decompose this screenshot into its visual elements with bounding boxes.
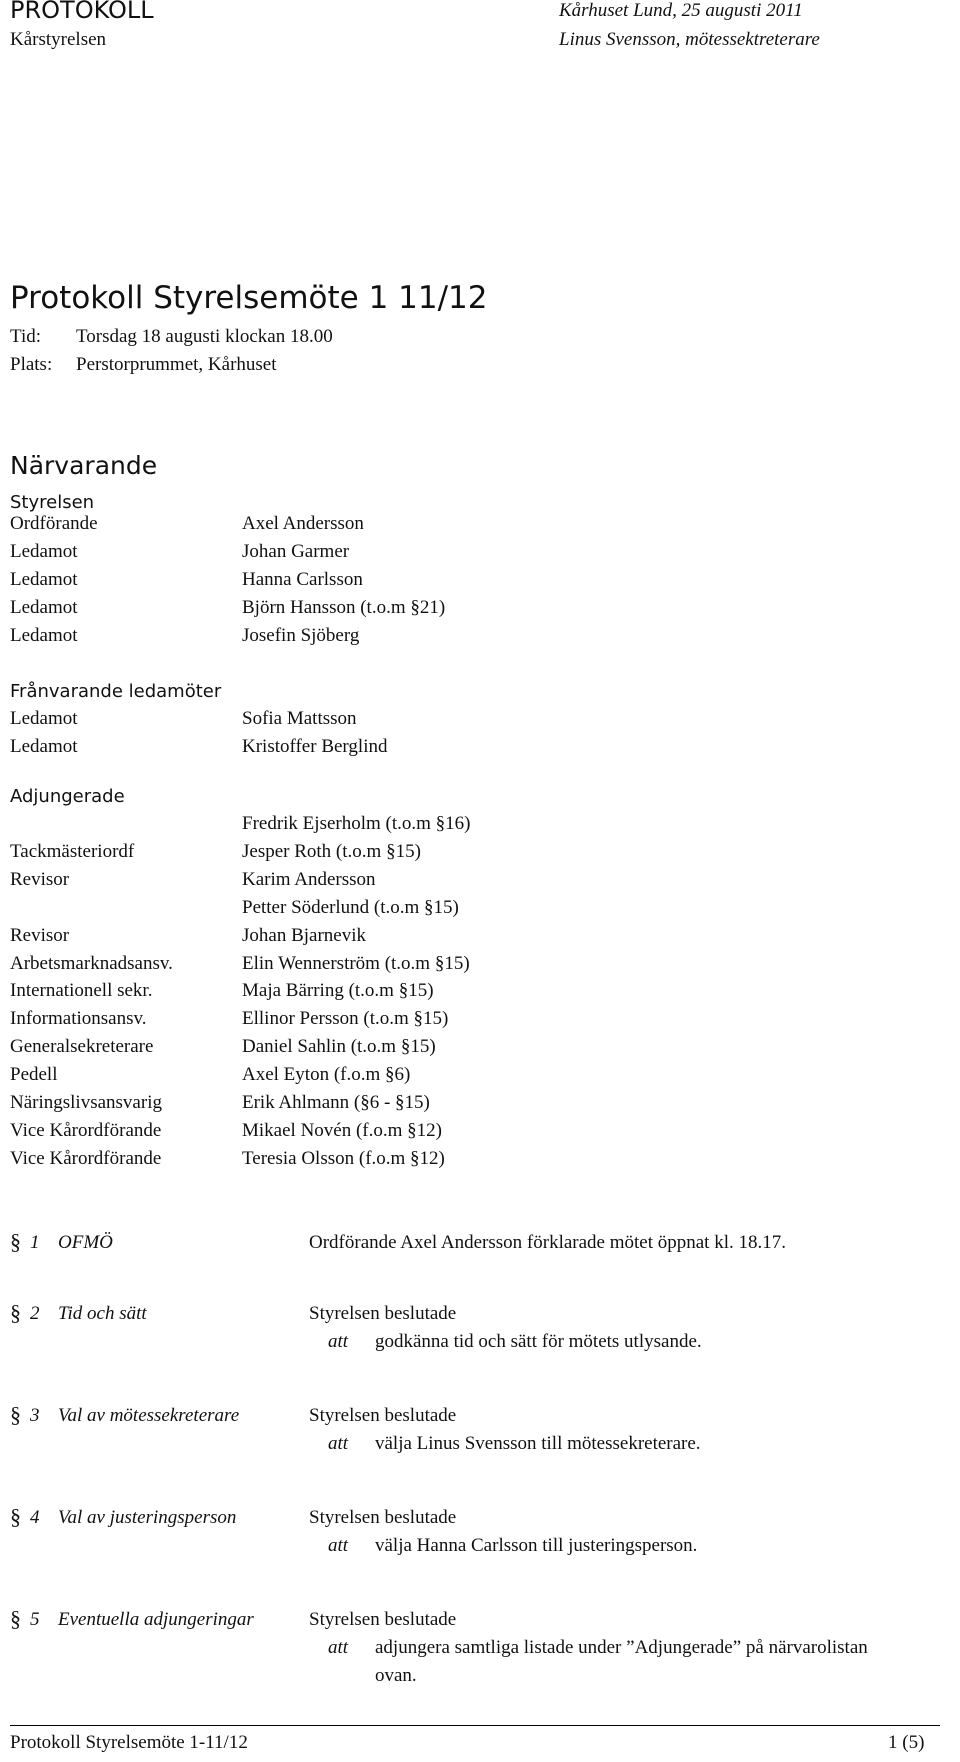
member-name: Axel Andersson <box>242 513 364 534</box>
footer-left: Protokoll Styrelsemöte 1-11/12 <box>10 1732 248 1753</box>
paragraph-sign: § <box>10 1229 21 1254</box>
member-role: Tackmästeriordf <box>10 840 135 862</box>
member-name: Kristoffer Berglind <box>242 736 388 757</box>
member-role: Näringslivsansvarig <box>10 1092 162 1113</box>
item-number: 4 <box>30 1507 40 1528</box>
member-role: Ledamot <box>10 736 78 757</box>
item-number: 1 <box>30 1232 40 1253</box>
member-name: Josefin Sjöberg <box>242 625 360 646</box>
member-name: Fredrik Ejserholm (t.o.m §16) <box>242 813 471 834</box>
member-name: Johan Bjarnevik <box>242 924 367 946</box>
item-title: Val av mötessekreterare <box>58 1405 240 1426</box>
member-name: Axel Eyton (f.o.m §6) <box>242 1064 411 1086</box>
member-name: Teresia Olsson (f.o.m §12) <box>242 1147 445 1169</box>
member-role: Vice Kårordförande <box>10 1119 162 1141</box>
absent-heading: Frånvarande ledamöter <box>10 681 222 702</box>
member-role: Ledamot <box>10 625 78 646</box>
member-role: Internationell sekr. <box>10 980 153 1002</box>
item-text: Styrelsen beslutade <box>309 1405 457 1426</box>
footer-rule <box>10 1725 940 1726</box>
att-keyword: att <box>328 1331 349 1352</box>
item-text: Styrelsen beslutade <box>309 1303 457 1324</box>
member-role: Ordförande <box>10 513 98 534</box>
member-role: Pedell <box>10 1064 58 1086</box>
item-title: Eventuella adjungeringar <box>58 1609 254 1630</box>
member-role: Arbetsmarknadsansv. <box>10 952 173 974</box>
member-name: Mikael Novén (f.o.m §12) <box>242 1119 442 1141</box>
decision-text: välja Linus Svensson till mötessekreterare. <box>375 1433 701 1454</box>
member-name: Erik Ahlmann (§6 - §15) <box>242 1092 430 1113</box>
item-text: Styrelsen beslutade <box>309 1507 457 1528</box>
item-number: 5 <box>30 1609 40 1630</box>
item-title: OFMÖ <box>58 1232 113 1253</box>
member-name: Jesper Roth (t.o.m §15) <box>242 840 421 862</box>
member-role: Ledamot <box>10 541 78 562</box>
member-role: Ledamot <box>10 597 78 618</box>
decision-text: godkänna tid och sätt för mötets utlysande. <box>375 1331 702 1352</box>
paragraph-sign: § <box>10 1606 21 1631</box>
place-value: Perstorprummet, Kårhuset <box>76 354 277 375</box>
item-text: Styrelsen beslutade <box>309 1609 457 1630</box>
member-name: Karim Andersson <box>242 868 376 890</box>
paragraph-sign: § <box>10 1300 21 1325</box>
member-role: Vice Kårordförande <box>10 1147 162 1169</box>
member-role: Ledamot <box>10 569 78 590</box>
item-title: Tid och sätt <box>58 1303 147 1324</box>
member-role: Revisor <box>10 868 70 890</box>
member-role: Informationsansv. <box>10 1008 147 1030</box>
att-keyword: att <box>328 1637 349 1658</box>
time-label: Tid: <box>10 326 41 347</box>
member-role: Revisor <box>10 924 70 946</box>
document-title: Protokoll Styrelsemöte 1 11/12 <box>10 280 488 316</box>
header-org: Kårstyrelsen <box>10 29 107 50</box>
member-name: Björn Hansson (t.o.m §21) <box>242 597 446 618</box>
item-title: Val av justeringsperson <box>58 1507 237 1528</box>
member-name: Daniel Sahlin (t.o.m §15) <box>242 1036 436 1058</box>
att-keyword: att <box>328 1433 349 1454</box>
board-heading: Styrelsen <box>10 492 95 513</box>
header-title: PROTOKOLL <box>10 0 154 24</box>
time-value: Torsdag 18 augusti klockan 18.00 <box>76 326 333 347</box>
paragraph-sign: § <box>10 1402 21 1427</box>
item-number: 3 <box>30 1405 40 1426</box>
att-keyword: att <box>328 1535 349 1556</box>
member-name: Maja Bärring (t.o.m §15) <box>242 980 434 1002</box>
decision-text: adjungera samtliga listade under ”Adjungerade” på närvarolistan <box>375 1637 868 1658</box>
decision-text-continued: ovan. <box>375 1665 417 1686</box>
member-name: Petter Söderlund (t.o.m §15) <box>242 896 459 918</box>
header-place-date: Kårhuset Lund, 25 augusti 2011 <box>559 0 803 21</box>
item-text: Ordförande Axel Andersson förklarade mötet öppnat kl. 18.17. <box>309 1232 786 1253</box>
adjunct-heading: Adjungerade <box>10 786 125 807</box>
member-name: Johan Garmer <box>242 541 350 562</box>
item-number: 2 <box>30 1303 40 1324</box>
member-name: Hanna Carlsson <box>242 569 363 590</box>
attendance-heading: Närvarande <box>10 451 158 480</box>
member-role: Ledamot <box>10 708 78 729</box>
member-name: Ellinor Persson (t.o.m §15) <box>242 1008 449 1030</box>
paragraph-sign: § <box>10 1504 21 1529</box>
header-secretary: Linus Svensson, mötessektreterare <box>559 29 820 50</box>
member-role: Generalsekreterare <box>10 1036 154 1058</box>
place-label: Plats: <box>10 354 53 375</box>
footer-page-number: 1 (5) <box>888 1732 925 1753</box>
member-name: Elin Wennerström (t.o.m §15) <box>242 952 470 974</box>
decision-text: välja Hanna Carlsson till justeringsperson. <box>375 1535 698 1556</box>
member-name: Sofia Mattsson <box>242 708 357 729</box>
